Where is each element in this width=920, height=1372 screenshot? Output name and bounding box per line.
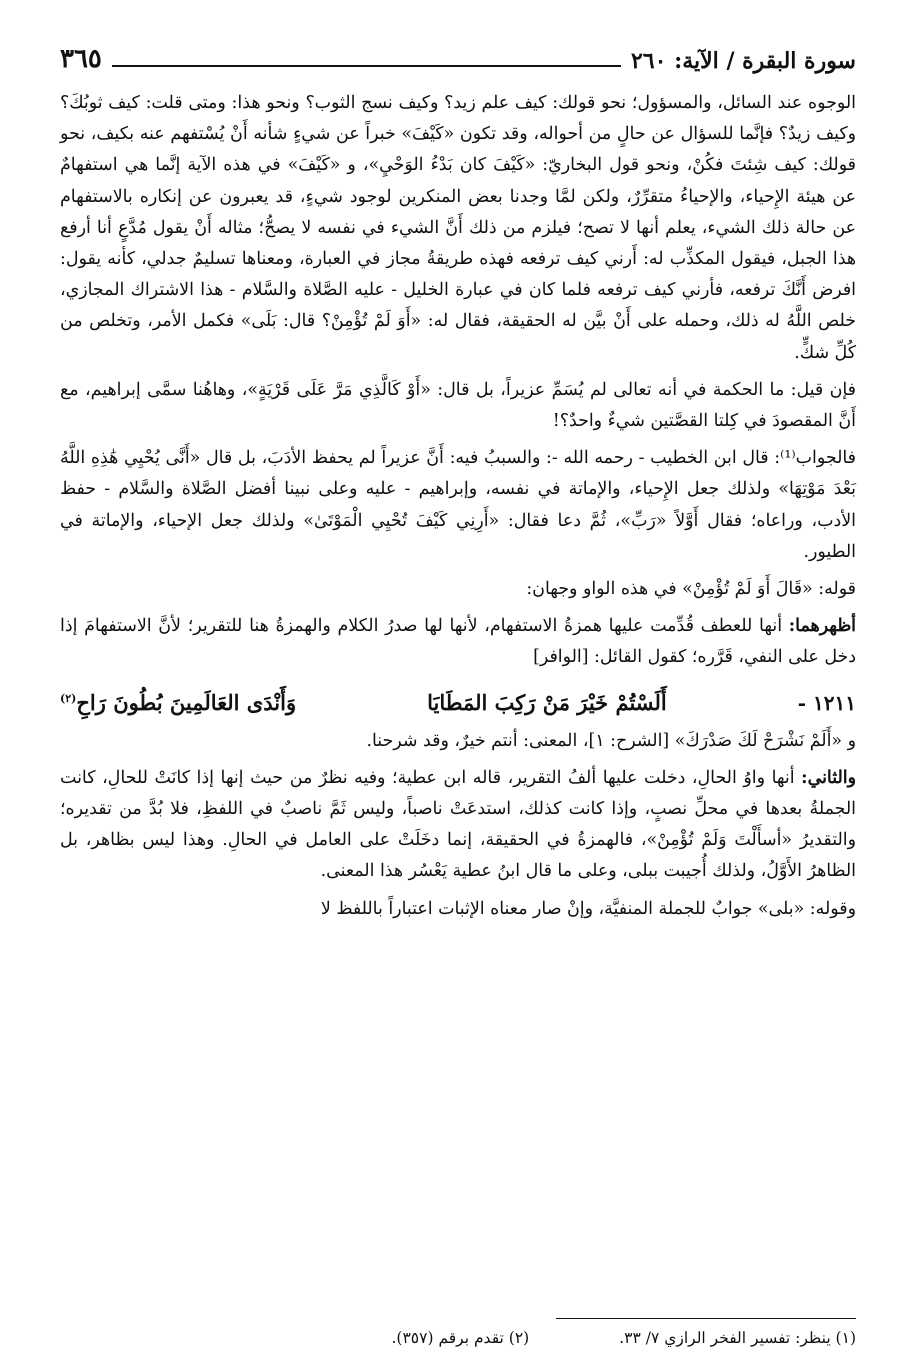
footnote-row	[60, 1329, 856, 1347]
header-rule	[112, 65, 621, 67]
footnote-separator	[556, 1318, 856, 1319]
second-view-lead: والثاني:	[801, 767, 856, 788]
verse-hemistich-2: وَأَنْدَى العَالَمِينَ بُطُونَ رَاحِ	[76, 689, 297, 715]
paragraph-waw-intro: قوله: «قَالَ أَوَ لَمْ تُؤْمِنْ» في هذه الواو وجهان:	[526, 579, 856, 600]
paragraph-second-view	[60, 763, 856, 888]
paragraph-after-verse: و «أَلَمْ نَشْرَحْ لَكَ صَدْرَكَ» [الشرح: ١]، المعنى: أنتم خيرٌ، وقد شرحنا.	[366, 730, 856, 751]
footnote-1: (١) ينظر: تفسير الفخر الرازي ٧/ ٣٣.	[619, 1329, 856, 1347]
verse-footnote-mark: (٢)	[60, 691, 77, 705]
paragraph-last: وقوله: «بلى» جوابٌ للجملة المنفيَّة، وإنْ صار معناه الإثبات اعتباراً باللفظ لا	[320, 898, 856, 919]
second-view-text: أنها واوُ الحالِ، دخلت عليها ألفُ التقرير، قاله ابن عطية؛ وفيه نظرٌ من حيث إنها إذا كانَتْ للحالِ، كانت الجملةُ بعدها في محلِّ نصبٍ، وإذا كانت كذلك، استدعَتْ ناصباً، وليس ثَمَّ ناصبٌ في اللفظِ، فلا بُدَّ من تقديره؛ والتقديرُ «أسأَلْتَ وَلَمْ تُؤْمِنْ»، فالهمزةُ في الحقيقة، إنما دخَلَتْ على العامل في الحالِ. وهذا ليس بظاهر، بل الظاهرُ الأَوَّلُ، ولذلك أُجيبت ببلى، وعلى ما قال ابنُ عطية يَعْسُر هذا المعنى.	[60, 767, 856, 882]
verse-hemistich-1: أَلَسْتُمْ خَيْرَ مَنْ رَكِبَ المَطَايَا	[427, 689, 667, 715]
footnotes	[60, 1318, 856, 1347]
paragraph-first-view	[60, 611, 856, 673]
paragraph-kayfa: الوجوه عند السائل، والمسؤول؛ نحو قولك: كيف علم زيد؟ وكيف نسج الثوب؟ ونحو هذا: ومتى قلت: كيف ثوبُكَ؟ وكيف زيدٌ؟ فإنَّما للسؤال عن حالٍ من أحواله، وقد تكون «كَيْفَ» خبراً عن شيءٍ شأنه أَنْ يُسْتفهم عنه بكيف، نحو قولك: كيف شِئتَ فكُنْ، ونحو قول البخاريّ: «كَيْفَ كان بَدْءُ الوَحْيِ»، و «كَيْفَ» في هذه الآية إنَّما هي استفهامٌ عن هيئة الإِحياء، والإحياءُ متقرِّرٌ، ولكن لمَّا وجدنا بعض المنكرين لوجود شيءٍ، قد يعبرون عن إنكاره بالاستفهام عن حالة ذلك الشيء، يعلم أنها لا تصح؛ فيلزم من ذلك أَنَّ الشيء في نفسه لا يصحُّ؛ مثاله أَنْ يقول مُدَّعٍ أنا أرفع هذا الجبل، فيقول المكذِّب له: أَرني كيف ترفعه فهذه طريقةُ مجاز في العبارة، ومعناها تسليمٌ جدلي، كأنه يقول: افرض أَنَّكَ ترفعه، فأرني كيف ترفعه فلما كان في عبارة الخليل - عليه الصَّلاة والسَّلام - هذا الاشتراك المجازي، خلص اللَّهُ له ذلك، وحمله على أَنْ بيَّن له الحقيقة، فقال له: «أَوَ لَمْ تُؤْمِنْ؟ قال: بَلَى» فكمل الأمر، وتخلص من كُلِّ شكٍّ.	[60, 93, 856, 363]
poetry-verse	[60, 680, 856, 722]
paragraph-answer: فالجواب⁽¹⁾: قال ابن الخطيب - رحمه الله -: والسببُ فيه: أَنَّ عزيراً لم يحفظ الأدَبَ، بل قال «أَنَّى يُحْيِي هَٰذِهِ اللَّهُ بَعْدَ مَوْتِهَا» ولذلك جعل الإِحياء، والإماتة في نفسه، وإبراهيم - عليه وعلى نبينا أفضل الصَّلاة والسَّلام - حفظ الأدب، وراعاه؛ فقال أَوَّلاً «رَبِّ»، ثُمَّ دعا فقال: «أَرِنِي كَيْفَ تُحْيِي الْمَوْتَىٰ» ولذلك جعل الإحياء، والإماتة في الطيور.	[60, 448, 856, 562]
paragraph-question: فإن قيل: ما الحكمة في أنه تعالى لم يُسَمِّ عزيراً، بل قال: «أَوْ كَالَّذِي مَرَّ عَلَى قَرْيَةٍ»، وهاهُنا سمَّى إبراهيم، مع أَنَّ المقصودَ في كِلتا القصَّتين شيءٌ واحدٌ؟!	[60, 379, 856, 432]
verse-hemistich-2-wrap	[60, 680, 296, 722]
footnote-2: (٢) تقدم برقم (٣٥٧).	[391, 1329, 530, 1347]
verse-number: ١٢١١ -	[797, 690, 856, 715]
surah-verse-title: سورة البقرة / الآية: ٢٦٠	[630, 48, 856, 74]
page-header	[60, 36, 856, 74]
first-view-text: أنها للعطف قُدِّمت عليها همزةُ الاستفهام، لأنها لها صدرُ الكلام والهمزةُ هنا للتقرير؛ لأنَّ الاستفهامَ إذا دخل على النفي، قَرَّره؛ كقول القائل: [الوافر]	[60, 616, 856, 668]
page-number: ٣٦٥	[60, 44, 102, 74]
page-body	[60, 88, 856, 925]
first-view-lead: أظهرهما:	[788, 616, 856, 637]
